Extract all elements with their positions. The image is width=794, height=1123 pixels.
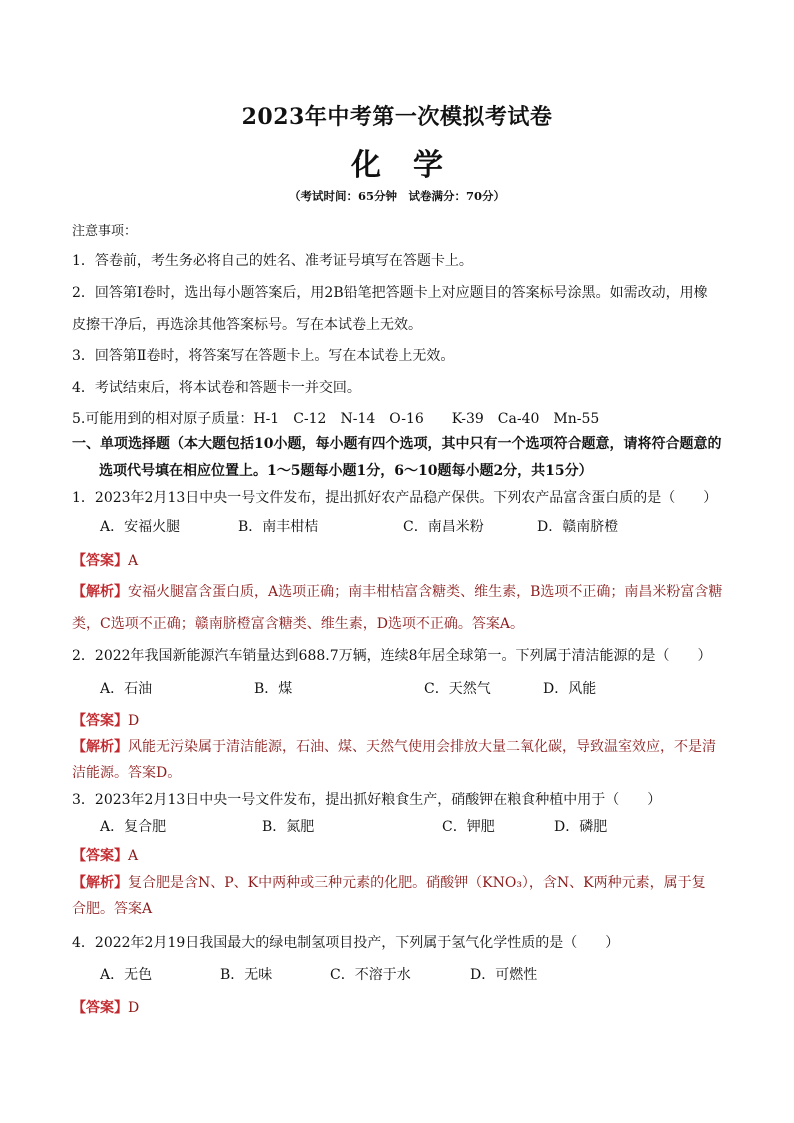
question-1-option-c: C．南昌米粉	[403, 519, 484, 535]
question-3-option-c: C．钾肥	[442, 819, 495, 835]
question-4-option-a: A．无色	[100, 967, 153, 983]
question-3-option-a: A．复合肥	[100, 819, 167, 835]
question-3-option-d: D．磷肥	[554, 819, 608, 835]
answer-value: A	[128, 848, 139, 864]
note-item-2-cont: 皮擦干净后，再选涂其他答案标号。写在本试卷上无效。	[72, 317, 422, 333]
question-1-analysis-line1	[72, 581, 722, 601]
question-4-answer	[72, 997, 139, 1017]
answer-label: 【答案】	[72, 1000, 128, 1016]
question-3-answer	[72, 845, 138, 865]
question-1-answer	[72, 550, 138, 570]
question-4-option-d: D．可燃性	[470, 967, 538, 983]
answer-label: 【答案】	[72, 848, 128, 864]
analysis-label: 【解析】	[72, 584, 128, 600]
analysis-text: 安福火腿富含蛋白质，A选项正确；南丰柑桔富含糖类、维生素，B选项不正确；南昌米粉富含糖	[128, 584, 723, 600]
question-4-option-b: B．无味	[220, 967, 273, 983]
question-2-answer	[72, 710, 139, 730]
answer-label: 【答案】	[72, 713, 128, 729]
question-3-analysis-line1	[72, 872, 706, 892]
note-item-3: 3．回答第Ⅱ卷时，将答案写在答题卡上。写在本试卷上无效。	[72, 348, 455, 364]
question-1-option-d: D．赣南脐橙	[537, 519, 619, 535]
analysis-text: 复合肥是含N、P、K中两种或三种元素的化肥。硝酸钾（KNO₃），含N、K两种元素，属于复	[128, 875, 706, 891]
question-3-analysis-line2: 合肥。答案A	[72, 901, 153, 917]
question-1-option-b: B．南丰柑桔	[238, 519, 319, 535]
exam-info: （考试时间：65分钟 试卷满分：70分）	[288, 189, 505, 203]
question-1-stem: 1．2023年2月13日中央一号文件发布，提出抓好农产品稳产保供。下列农产品富含蛋白质的是（ ）	[72, 490, 718, 506]
section-heading-line2: 选项代号填在相应位置上。1～5题每小题1分，6～10题每小题2分，共15分）	[99, 463, 593, 479]
note-item-4: 4．考试结束后，将本试卷和答题卡一并交回。	[72, 380, 361, 396]
question-2-analysis-line2: 洁能源。答案D。	[72, 765, 182, 781]
note-item-1: 1．答卷前，考生务必将自己的姓名、准考证号填写在答题卡上。	[72, 253, 473, 269]
question-2-option-c: C．天然气	[424, 681, 491, 697]
question-2-option-a: A．石油	[100, 681, 153, 697]
exam-subject: 化学	[351, 148, 475, 183]
question-3-stem: 3．2023年2月13日中央一号文件发布，提出抓好粮食生产，硝酸钾在粮食种植中用于（ ）	[72, 792, 662, 808]
question-4-option-c: C．不溶于水	[330, 967, 411, 983]
question-1-analysis-line2: 类，C选项不正确；赣南脐橙富含糖类、维生素，D选项不正确。答案A。	[72, 616, 525, 632]
answer-value: A	[128, 553, 139, 569]
answer-label: 【答案】	[72, 553, 128, 569]
analysis-label: 【解析】	[72, 875, 128, 891]
notes-heading: 注意事项：	[72, 224, 138, 239]
analysis-text: 风能无污染属于清洁能源，石油、煤、天然气使用会排放大量二氧化碳，导致温室效应，不是清	[128, 739, 716, 755]
section-heading-line1: 一、单项选择题（本大题包括10小题，每小题有四个选项，其中只有一个选项符合题意，请将符合题意的	[72, 436, 722, 452]
question-2-option-d: D．风能	[543, 681, 597, 697]
question-1-option-a: A．安福火腿	[100, 519, 181, 535]
note-item-2: 2．回答第Ⅰ卷时，选出每小题答案后，用2B铅笔把答题卡上对应题目的答案标号涂黑。如需改动，用橡	[72, 285, 708, 301]
question-4-stem: 4．2022年2月19日我国最大的绿电制氢项目投产，下列属于氢气化学性质的是（ ）	[72, 935, 620, 951]
question-2-stem: 2．2022年我国新能源汽车销量达到688.7万辆，连续8年居全球第一。下列属于清洁能源的是（ ）	[72, 648, 712, 664]
question-3-option-b: B．氮肥	[262, 819, 315, 835]
analysis-label: 【解析】	[72, 739, 128, 755]
question-2-analysis-line1	[72, 736, 716, 756]
note-item-5: 5.可能用到的相对原子质量：H-1 C-12 N-14 O-16 K-39 Ca-40 Mn-55	[72, 411, 600, 427]
answer-value: D	[128, 1000, 140, 1016]
exam-title: 2023年中考第一次模拟考试卷	[241, 104, 553, 130]
answer-value: D	[128, 713, 140, 729]
question-2-option-b: B．煤	[254, 681, 293, 697]
